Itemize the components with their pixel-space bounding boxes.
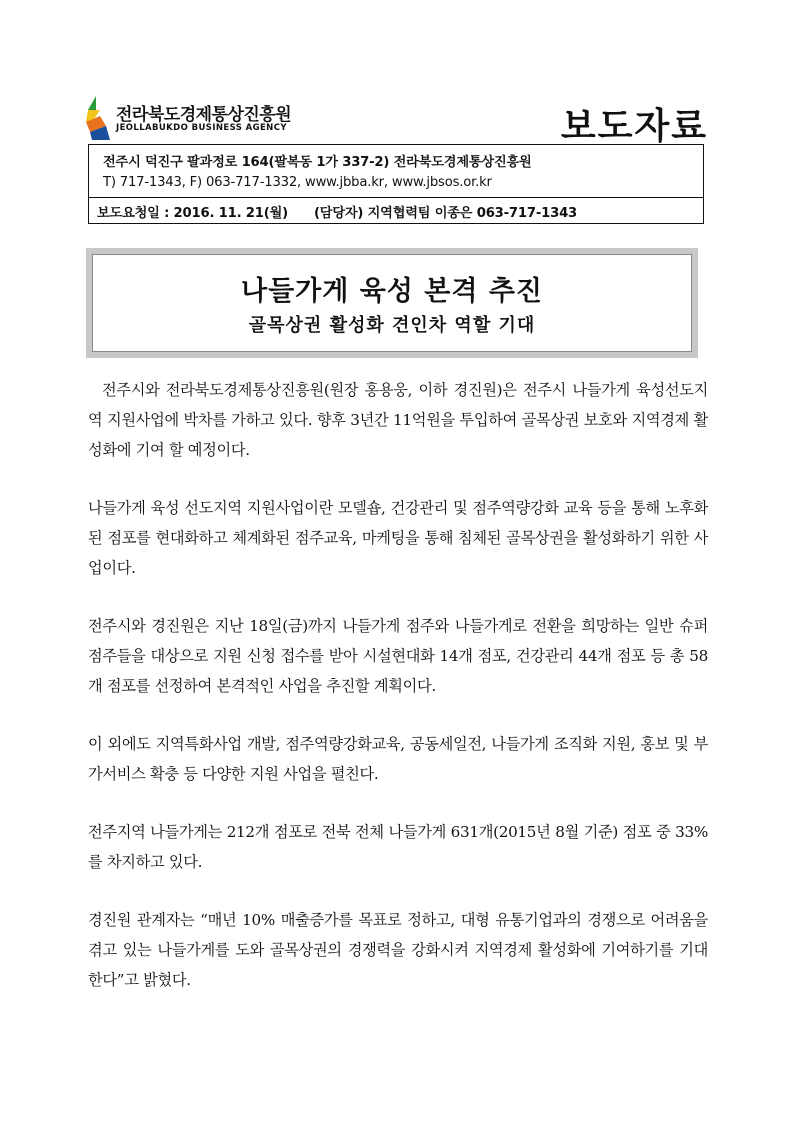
contact-info-box	[88, 144, 704, 224]
agency-logo-mark-icon	[86, 96, 112, 142]
paragraph-2: 나들가게 육성 선도지역 지원사업이란 모델숍, 건강관리 및 점주역량강화 교육 등을 통해 노후화된 점포를 현대화하고 체계화된 점주교육, 마케팅을 통해 침체된 골목상권을 활성화하기 위한 사업이다.	[88, 499, 708, 577]
headline-inner-frame	[92, 254, 692, 352]
request-date: 보도요청일 : 2016. 11. 21(월)	[97, 206, 288, 221]
agency-logo	[86, 96, 292, 144]
request-info-line	[97, 202, 577, 221]
agency-phone-web: T) 717-1343, F) 063-717-1332, www.jbba.kr, www.jbsos.or.kr	[103, 175, 492, 190]
agency-address: 전주시 덕진구 팔과정로 164(팔복동 1가 337-2) 전라북도경제통상진흥원	[103, 155, 532, 170]
article-body	[88, 375, 708, 1023]
paragraph-5: 전주지역 나들가게는 212개 점포로 전북 전체 나들가게 631개(2015년 8월 기준) 점포 중 33%를 차지하고 있다.	[88, 823, 708, 871]
agency-name-en: JEOLLABUKDO BUSINESS AGENCY	[116, 123, 287, 133]
paragraph-3: 전주시와 경진원은 지난 18일(금)까지 나들가게 점주와 나들가게로 전환을 희망하는 일반 슈퍼 점주들을 대상으로 지원 신청 접수를 받아 시설현대화 14개 점포, 건강관리 44개 점포 등 총 58개 점포를 선정하여 본격적인 사업을 추진할 계획이다.	[88, 617, 708, 695]
document-type-title: 보도자료	[560, 106, 708, 147]
info-divider	[89, 197, 703, 198]
contact-person: (담당자) 지역협력팀 이종은 063-717-1343	[313, 206, 578, 221]
paragraph-4: 이 외에도 지역특화사업 개발, 점주역량강화교육, 공동세일전, 나들가게 조직화 지원, 홍보 및 부가서비스 확충 등 다양한 지원 사업을 펼친다.	[88, 735, 708, 783]
headline-subtitle: 골목상권 활성화 견인차 역할 기대	[248, 315, 536, 336]
headline-box	[86, 248, 698, 358]
paragraph-6: 경진원 관계자는 “매년 10% 매출증가를 목표로 정하고, 대형 유통기업과의 경쟁으로 어려움을 겪고 있는 나들가게를 도와 골목상권의 경쟁력을 강화시켜 지역경제 활성화에 기여하기를 기대한다”고 밝혔다.	[88, 911, 708, 989]
paragraph-1: 전주시와 전라북도경제통상진흥원(원장 홍용웅, 이하 경진원)은 전주시 나들가게 육성선도지역 지원사업에 박차를 가하고 있다. 향후 3년간 11억원을 투입하여 골목상권 보호와 지역경제 활성화에 기여 할 예정이다.	[88, 381, 708, 459]
agency-name-ko: 전라북도경제통상진흥원	[116, 105, 292, 125]
headline-title: 나들가게 육성 본격 추진	[240, 276, 544, 307]
